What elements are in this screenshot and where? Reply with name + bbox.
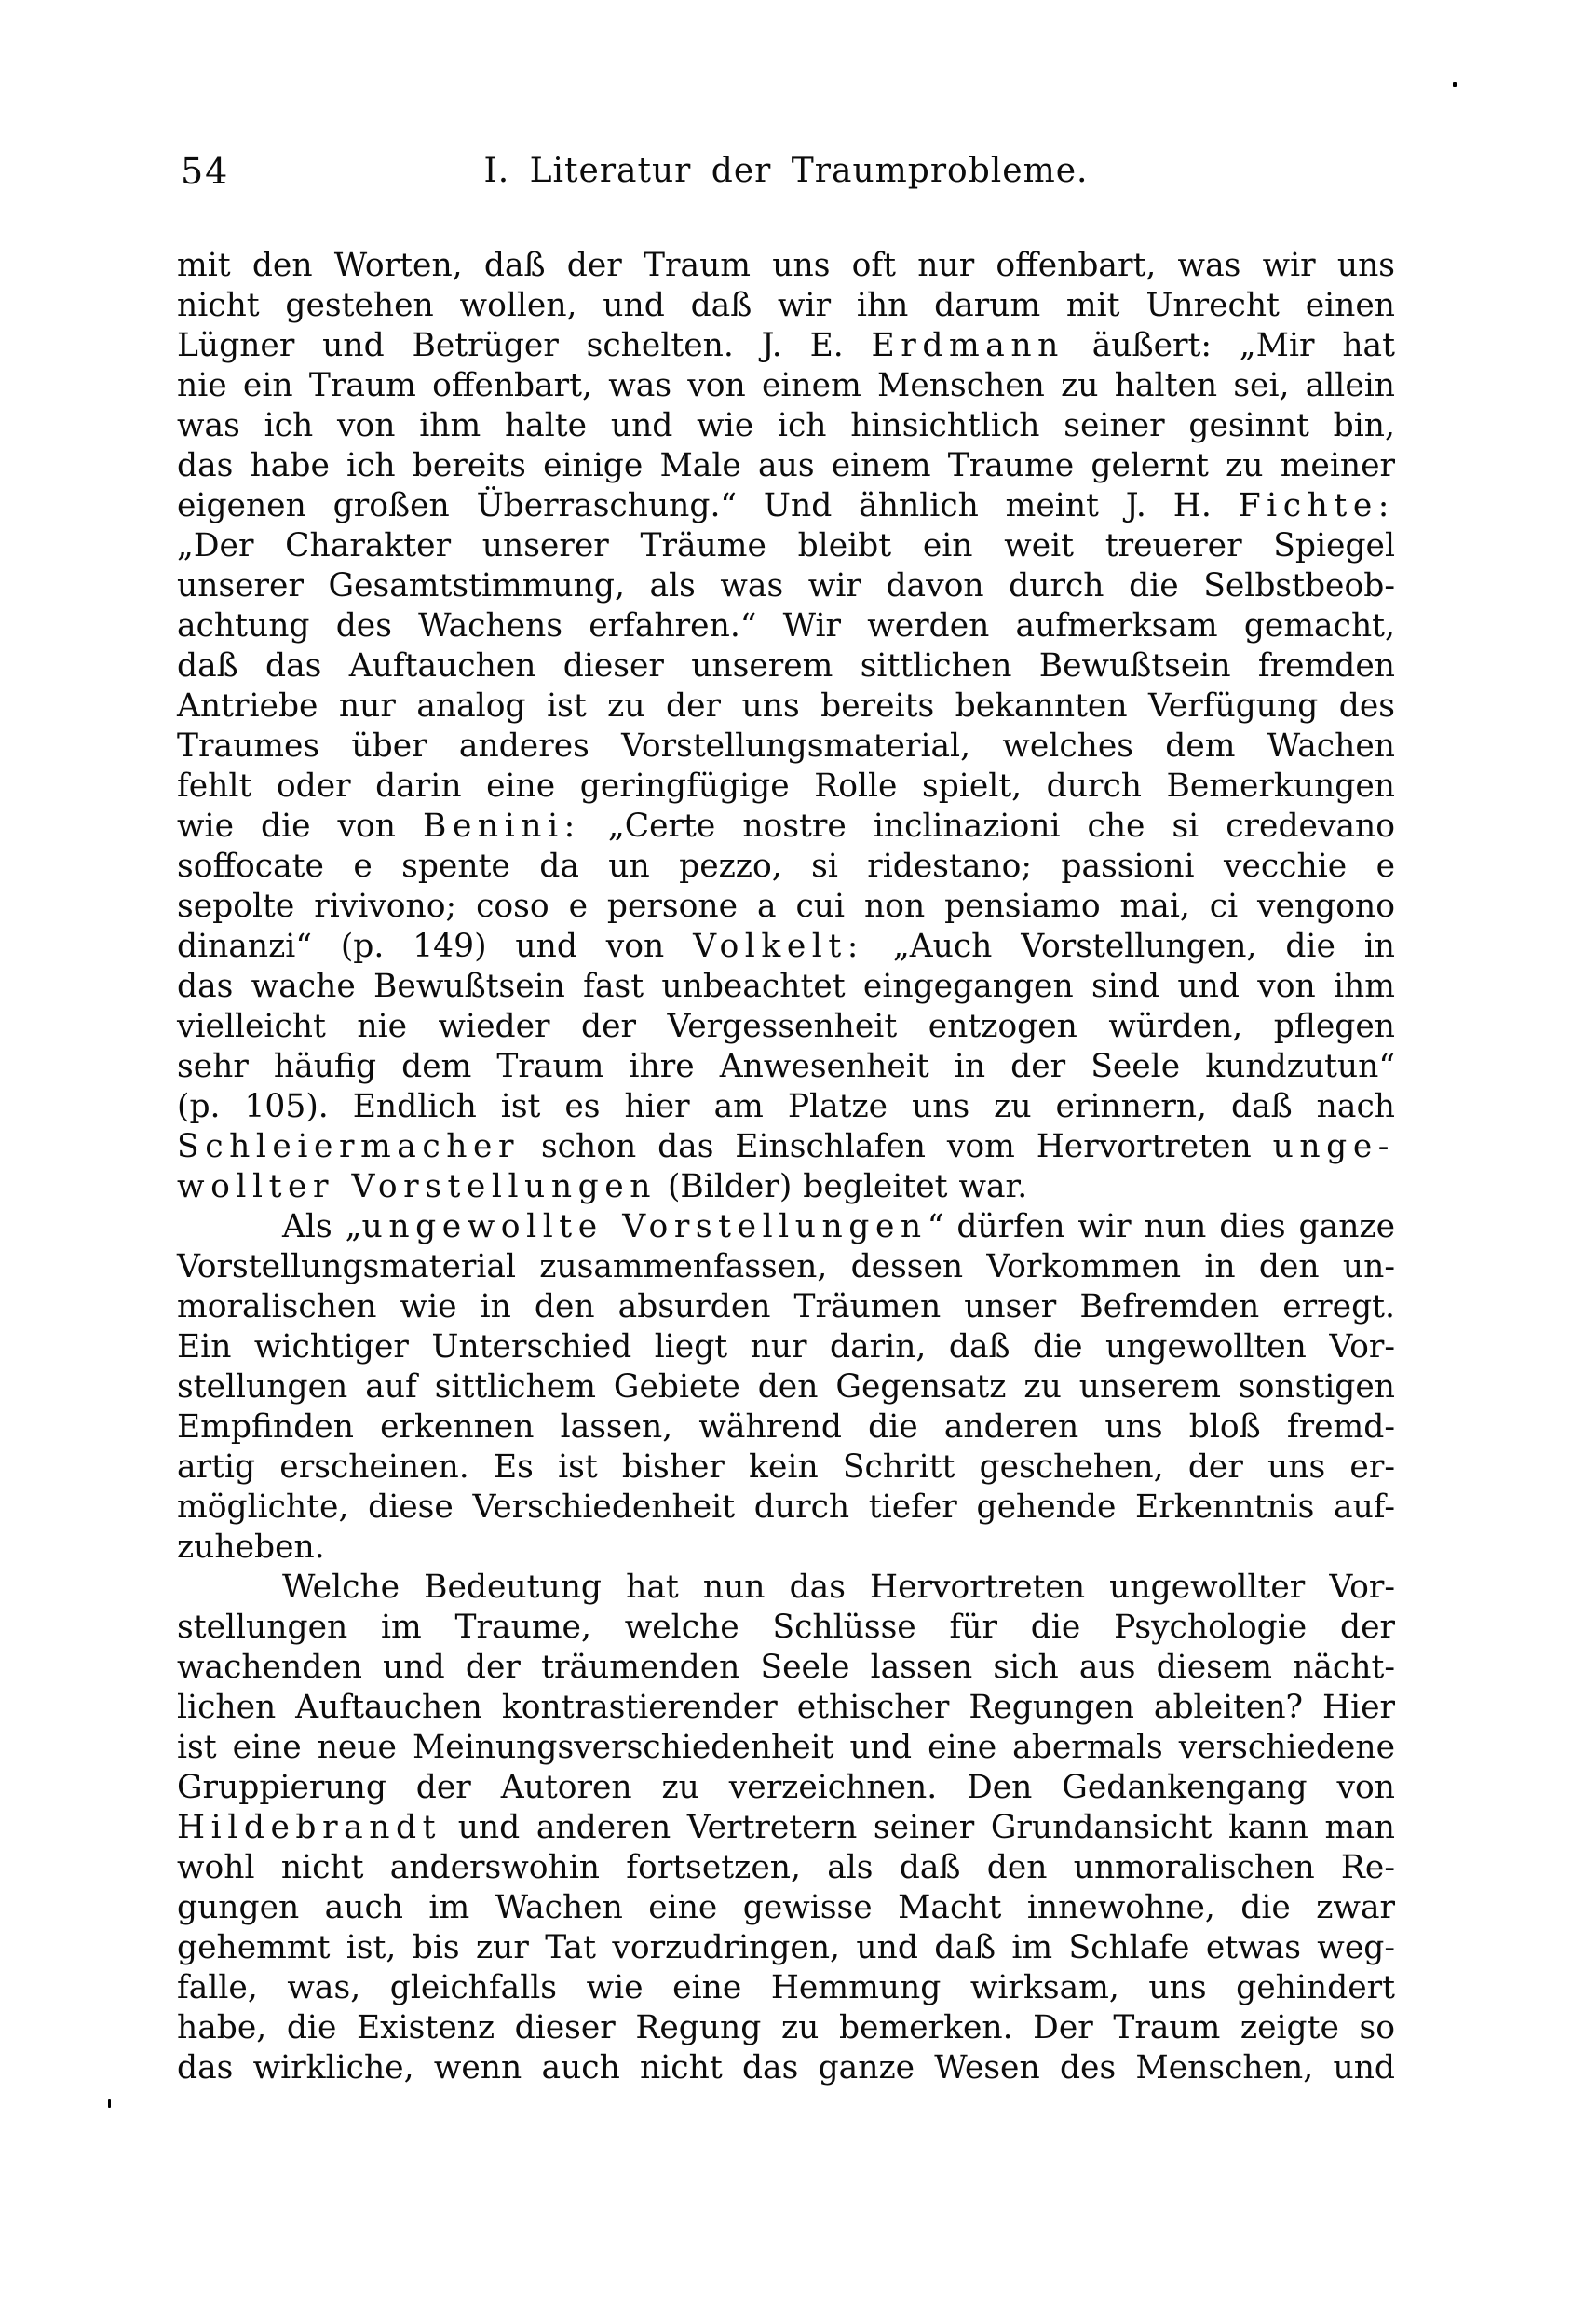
text-line: [177, 1688, 1395, 1728]
text-line: [177, 1407, 1395, 1447]
text-line: [177, 1327, 1395, 1367]
text-segment: vielleicht nie wieder der Vergessenheit entzogen würden, pflegen: [177, 1008, 1395, 1045]
text-line: [177, 1848, 1395, 1888]
text-line: [177, 1608, 1395, 1648]
text-line: [177, 1007, 1395, 1047]
text-segment: eigenen großen Überraschung.“ Und ähnlich meint J. H.: [177, 487, 1239, 524]
text-segment: sepolte rivivono; coso e persone a cui non pensiamo mai, ci vengono: [177, 888, 1395, 925]
text-segment: Antriebe nur analog ist zu der uns bereits bekannten Verfügung des: [177, 687, 1395, 725]
text-line: [177, 646, 1395, 686]
text-line: [177, 1367, 1395, 1407]
text-segment: soffocate e spente da un pezzo, si ridestano; passioni vecchie e: [177, 848, 1395, 885]
text-segment: stellungen auf sittlichem Gebiete den Gegensatz zu unserem sonstigen: [177, 1368, 1395, 1406]
text-segment: “ dürfen wir nun dies ganze: [927, 1208, 1396, 1245]
text-segment: nicht gestehen wollen, und daß wir ihn darum mit Unrecht einen: [177, 287, 1395, 324]
text-line: [177, 807, 1395, 847]
text-line: [177, 486, 1395, 526]
text-line: [177, 1488, 1395, 1528]
text-line: [177, 1568, 1395, 1608]
page-number: 54: [181, 151, 230, 192]
text-line: [177, 1808, 1395, 1848]
text-segment: und anderen Vertretern seiner Grundansicht kann man: [441, 1809, 1395, 1846]
text-line: [177, 1087, 1395, 1127]
text-segment: unserer Gesamtstimmung, als was wir davon durch die Selbstbeob-: [177, 567, 1395, 605]
text-line: [177, 1287, 1395, 1327]
text-line: [177, 967, 1395, 1007]
scan-artifact-dot: [108, 2099, 111, 2108]
text-line: [177, 927, 1395, 967]
text-line: [177, 1047, 1395, 1087]
text-line: [177, 246, 1395, 286]
text-segment: „Der Charakter unserer Träume bleibt ein weit treuerer Spiegel: [177, 527, 1395, 564]
text-segment: Welche Bedeutung hat nun das Hervortreten ungewollter Vor-: [282, 1569, 1395, 1606]
text-segment: möglichte, diese Verschiedenheit durch tiefer gehende Erkenntnis auf-: [177, 1488, 1395, 1526]
text-segment: Ein wichtiger Unterschied liegt nur darin, daß die ungewollten Vor-: [177, 1328, 1395, 1366]
text-segment: „Certe nostre inclinazioni che si credevano: [580, 808, 1395, 845]
text-segment: Als „: [282, 1208, 362, 1245]
emphasized-name-segment: unge-: [1272, 1128, 1395, 1165]
text-segment: das wache Bewußtsein fast unbeachtet eingegangen sind und von ihm: [177, 968, 1395, 1005]
text-segment: artig erscheinen. Es ist bisher kein Schritt geschehen, der uns er-: [177, 1448, 1395, 1486]
text-segment: das wirkliche, wenn auch nicht das ganze Wesen des Menschen, und: [177, 2049, 1395, 2086]
text-line: [177, 1768, 1395, 1808]
text-line: [177, 686, 1395, 727]
text-line: [177, 887, 1395, 927]
text-segment: was ich von ihm halte und wie ich hinsichtlich seiner gesinnt bin,: [177, 407, 1395, 444]
body-text: [177, 246, 1395, 2088]
text-line: [177, 326, 1395, 366]
text-line: [177, 2048, 1395, 2088]
text-line: [177, 566, 1395, 606]
emphasized-name-segment: Volkelt:: [693, 928, 864, 965]
text-line: [177, 1968, 1395, 2008]
text-segment: dinanzi“ (p. 149) und von: [177, 928, 694, 965]
text-segment: Lügner und Betrüger schelten. J. E.: [177, 327, 872, 364]
emphasized-name-segment: Fichte:: [1238, 487, 1395, 524]
text-segment: Empfinden erkennen lassen, während die anderen uns bloß fremd-: [177, 1408, 1395, 1446]
emphasized-name-segment: ungewollte Vorstellungen: [361, 1208, 928, 1245]
text-segment: falle, was, gleichfalls wie eine Hemmung wirksam, uns gehindert: [177, 1969, 1395, 2006]
emphasized-name-segment: Hildebrandt: [177, 1809, 442, 1846]
text-line: [177, 1247, 1395, 1287]
text-segment: „Auch Vorstellungen, die in: [863, 928, 1395, 965]
text-segment: wohl nicht anderswohin fortsetzen, als daß den unmoralischen Re-: [177, 1849, 1395, 1886]
text-line: [177, 727, 1395, 767]
text-line: [177, 1528, 1395, 1568]
emphasized-name-segment: Schleiermacher: [177, 1128, 521, 1165]
text-line: [177, 526, 1395, 566]
text-segment: ist eine neue Meinungsverschiedenheit und eine abermals verschiedene: [177, 1729, 1395, 1766]
text-segment: moralischen wie in den absurden Träumen unser Befremden erregt.: [177, 1288, 1395, 1325]
text-segment: habe, die Existenz dieser Regung zu bemerken. Der Traum zeigte so: [177, 2009, 1395, 2046]
text-line: [177, 1928, 1395, 1968]
text-segment: Vorstellungsmaterial zusammenfassen, dessen Vorkommen in den un-: [177, 1248, 1395, 1285]
text-segment: gungen auch im Wachen eine gewisse Macht innewohne, die zwar: [177, 1889, 1395, 1926]
scan-artifact-dot: [1453, 82, 1457, 87]
text-segment: das habe ich bereits einige Male aus einem Traume gelernt zu meiner: [177, 447, 1395, 484]
text-segment: fehlt oder darin eine geringfügige Rolle spielt, durch Bemerkungen: [177, 768, 1395, 805]
text-line: [177, 767, 1395, 807]
emphasized-name-segment: Erdmann: [871, 327, 1064, 364]
text-segment: wachenden und der träumenden Seele lassen sich aus diesem nächt-: [177, 1649, 1395, 1686]
text-segment: daß das Auftauchen dieser unserem sittlichen Bewußtsein fremden: [177, 647, 1395, 685]
text-segment: äußert: „Mir hat: [1064, 327, 1395, 364]
text-line: [177, 1167, 1395, 1207]
text-line: [177, 1728, 1395, 1768]
text-line: [177, 1127, 1395, 1167]
text-segment: mit den Worten, daß der Traum uns oft nur offenbart, was wir uns: [177, 247, 1395, 284]
text-segment: Gruppierung der Autoren zu verzeichnen. Den Gedankengang von: [177, 1769, 1395, 1806]
running-title: I. Literatur der Traumprobleme.: [483, 152, 1089, 190]
text-line: [177, 606, 1395, 646]
text-segment: lichen Auftauchen kontrastierender ethischer Regungen ableiten? Hier: [177, 1689, 1395, 1726]
emphasized-name-segment: wollter Vorstellungen: [177, 1168, 657, 1205]
text-line: [177, 366, 1395, 406]
text-segment: stellungen im Traume, welche Schlüsse für die Psychologie der: [177, 1609, 1395, 1646]
page-header: [177, 149, 1395, 192]
text-line: [177, 1648, 1395, 1688]
text-segment: (Bilder) begleitet war.: [657, 1168, 1028, 1205]
text-line: [177, 406, 1395, 446]
text-line: [177, 446, 1395, 486]
text-segment: sehr häufig dem Traum ihre Anwesenheit in der Seele kundzutun“: [177, 1048, 1395, 1085]
text-line: [177, 1447, 1395, 1488]
text-line: [177, 1888, 1395, 1928]
text-segment: (p. 105). Endlich ist es hier am Platze uns zu erinnern, daß nach: [177, 1088, 1395, 1125]
text-line: [177, 2008, 1395, 2048]
text-segment: zuheben.: [177, 1529, 325, 1566]
text-segment: nie ein Traum offenbart, was von einem Menschen zu halten sei, allein: [177, 367, 1395, 404]
text-segment: schon das Einschlafen vom Hervortreten: [520, 1128, 1273, 1165]
emphasized-name-segment: Benini:: [423, 808, 581, 845]
text-segment: gehemmt ist, bis zur Tat vorzudringen, und daß im Schlafe etwas weg-: [177, 1929, 1395, 1966]
text-line: [177, 847, 1395, 887]
text-line: [177, 286, 1395, 326]
text-segment: Traumes über anderes Vorstellungsmaterial, welches dem Wachen: [177, 727, 1395, 765]
text-segment: achtung des Wachens erfahren.“ Wir werden aufmerksam gemacht,: [177, 607, 1395, 645]
text-segment: wie die von: [177, 808, 424, 845]
text-line: [177, 1207, 1395, 1247]
